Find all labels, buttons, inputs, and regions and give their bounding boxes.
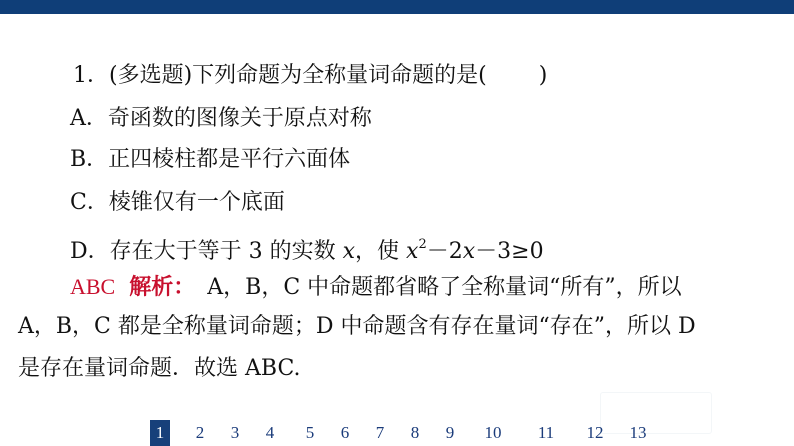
question-close: ) (538, 63, 548, 88)
page-link-4[interactable]: 4 (265, 423, 275, 442)
page-link-3[interactable]: 3 (230, 423, 240, 442)
option-d-minus: －2 (426, 239, 463, 264)
option-d-var: x (342, 239, 356, 264)
analysis-text-2: A，B，C 都是全称量词命题；D 中命题含有存在量词“存在”，所以 D (18, 314, 696, 339)
answer-key: ABC (70, 274, 116, 299)
page-link-6[interactable]: 6 (340, 423, 350, 442)
option-d-x: x (462, 239, 476, 264)
question-number: 1． (73, 63, 109, 88)
option-c: C．棱锥仅有一个底面 (70, 190, 285, 215)
page-link-10[interactable]: 10 (484, 423, 502, 442)
header-bar (0, 0, 794, 14)
page-link-9[interactable]: 9 (445, 423, 455, 442)
question-text: (多选题)下列命题为全称量词命题的是( (109, 63, 487, 88)
page-link-11[interactable]: 11 (537, 423, 555, 442)
watermark-box (600, 392, 712, 434)
option-d-tail: －3≥0 (475, 239, 544, 264)
question-stem (73, 61, 547, 91)
page-link-7[interactable]: 7 (375, 423, 385, 442)
option-d-mid: ，使 (355, 239, 407, 264)
page-link-13[interactable]: 13 (629, 423, 647, 442)
analysis-label: 解析： (129, 275, 196, 300)
option-d (70, 230, 544, 267)
page-link-8[interactable]: 8 (410, 423, 420, 442)
page-link-1[interactable]: 1 (150, 420, 170, 446)
option-b: B．正四棱柱都是平行六面体 (70, 147, 351, 172)
option-a: A．奇函数的图像关于原点对称 (70, 106, 372, 131)
option-d-x2: x (406, 239, 419, 264)
analysis-text-3: 是存在量词命题．故选 ABC. (18, 356, 301, 381)
analysis-text-1: A，B，C 中命题都省略了全称量词“所有”，所以 (207, 275, 682, 300)
option-d-prefix: D．存在大于等于 3 的实数 (70, 239, 343, 264)
option-d-exponent: 2 (418, 237, 427, 252)
answer-line-1 (70, 272, 682, 303)
page-link-12[interactable]: 12 (586, 423, 604, 442)
page-link-5[interactable]: 5 (305, 423, 315, 442)
page-link-2[interactable]: 2 (195, 423, 205, 442)
